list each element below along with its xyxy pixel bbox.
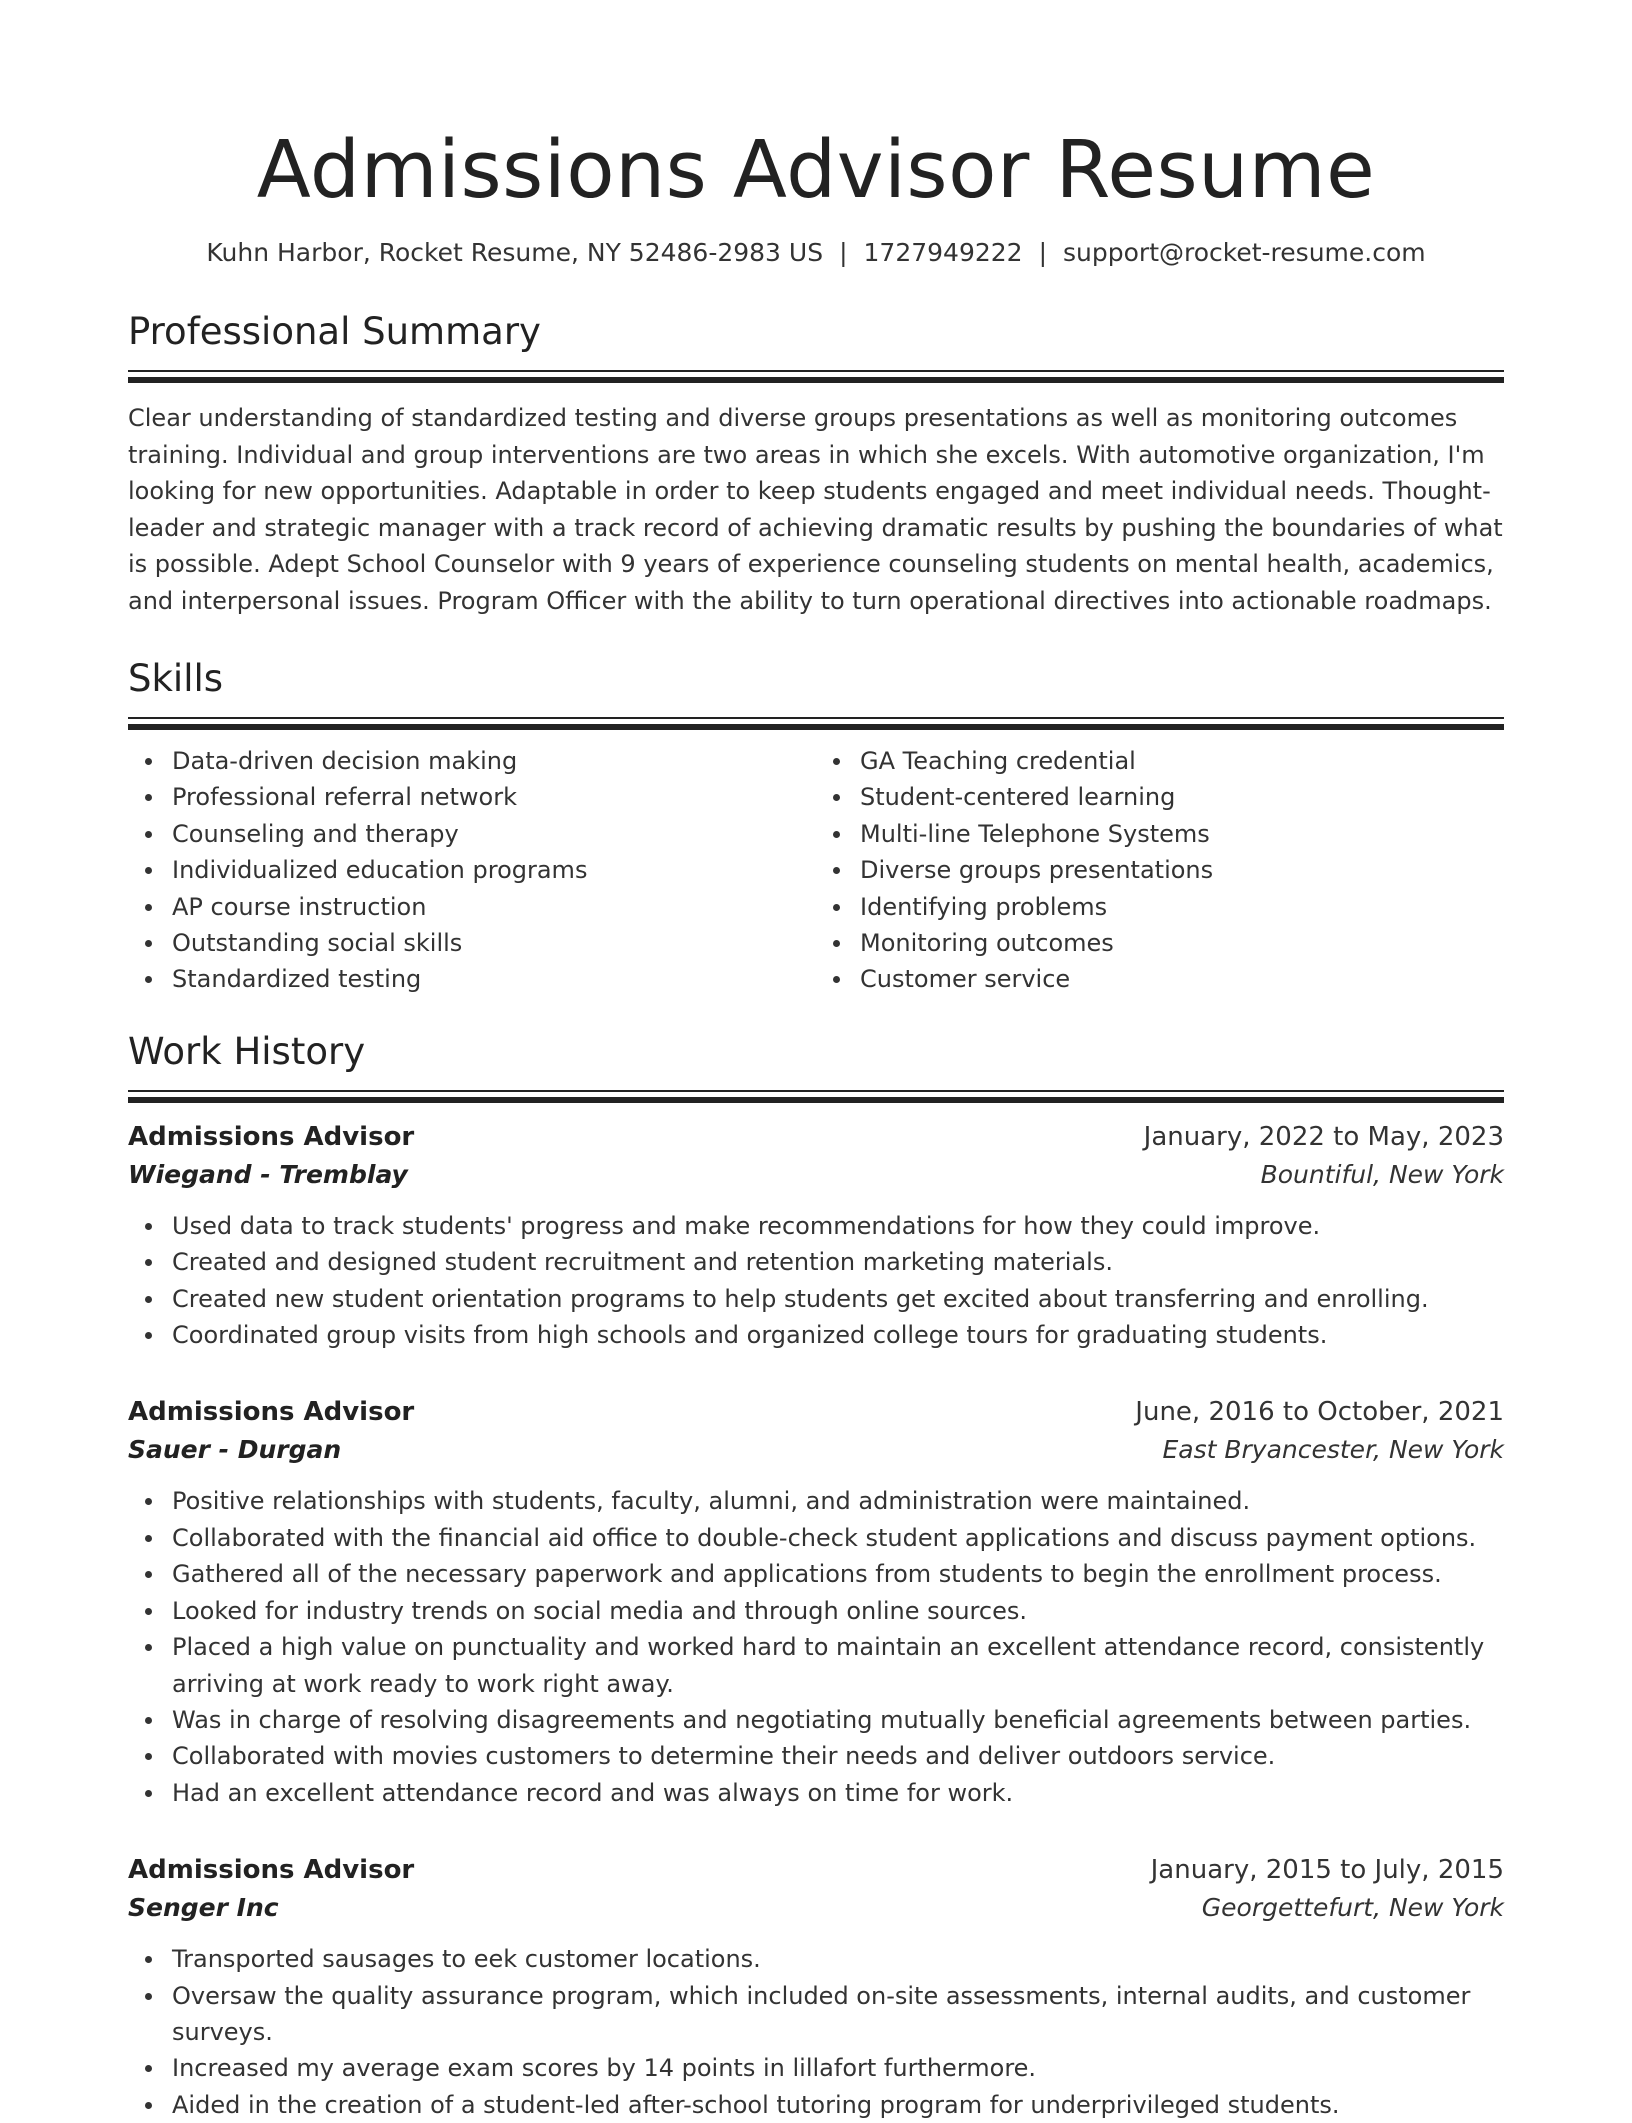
- contact-separator: |: [839, 238, 848, 267]
- job-location: Georgettefurt, New York: [1201, 1893, 1504, 1923]
- contact-phone: 1727949222: [863, 238, 1023, 267]
- job-dates: January, 2022 to May, 2023: [1143, 1121, 1504, 1152]
- skill-item: Multi-line Telephone Systems: [860, 816, 1504, 852]
- skill-item: Customer service: [860, 961, 1504, 997]
- job-bullet: Coordinated group visits from high schools and organized college tours for graduating students.: [172, 1317, 1504, 1353]
- job-bullet: Collaborated with movies customers to determine their needs and deliver outdoors service.: [172, 1738, 1504, 1774]
- section-divider: [128, 370, 1504, 372]
- skills-list-left: [128, 743, 816, 998]
- skills-grid: [128, 743, 1504, 998]
- job-company: Wiegand - Tremblay: [128, 1159, 408, 1189]
- contact-email[interactable]: support@rocket-resume.com: [1063, 238, 1426, 267]
- skill-item: AP course instruction: [172, 889, 816, 925]
- job-location: East Bryancester, New York: [1162, 1435, 1504, 1465]
- job-bullet: Was in charge of resolving disagreements and negotiating mutually beneficial agreements between parties.: [172, 1702, 1504, 1738]
- professional-summary-section: [128, 308, 1504, 619]
- skill-item: Identifying problems: [860, 889, 1504, 925]
- job-bullet: Increased my average exam scores by 14 points in lillafort furthermore.: [172, 2050, 1504, 2086]
- job-bullet: Aided in the creation of a student-led after-school tutoring program for underprivileged students.: [172, 2087, 1504, 2123]
- work-history-section: [128, 1028, 1504, 2123]
- skill-item: Counseling and therapy: [172, 816, 816, 852]
- resume-page: [128, 0, 1504, 2123]
- skill-item: Diverse groups presentations: [860, 852, 1504, 888]
- job-bullet: Created and designed student recruitment and retention marketing materials.: [172, 1244, 1504, 1280]
- job-subheader-row: [128, 1156, 1504, 1194]
- job-bullet: Positive relationships with students, faculty, alumni, and administration were maintained.: [172, 1483, 1504, 1519]
- job-subheader-row: [128, 1889, 1504, 1927]
- job-responsibilities: [128, 1941, 1504, 2123]
- summary-paragraph: Clear understanding of standardized testing and diverse groups presentations as well as monitoring outcomes training. Individual and group interventions are two areas in which she excels. With automotive organization, I'm looking for new opportunities. Adaptable in order to keep students engaged and meet individual needs. Thought-leader and strategic manager with a track record of achieving dramatic results by pushing the boundaries of what is possible. Adept School Counselor with 9 years of experience counseling students on mental health, academics, and interpersonal issues. Program Officer with the ability to turn operational directives into actionable roadmaps.: [128, 404, 1503, 615]
- job-subheader-row: [128, 1431, 1504, 1469]
- skill-item: Standardized testing: [172, 961, 816, 997]
- job-location: Bountiful, New York: [1260, 1159, 1504, 1189]
- section-divider: [128, 717, 1504, 719]
- section-heading-skills: Skills: [128, 657, 224, 700]
- job-entry: [128, 1118, 1504, 1354]
- section-heading-work-history: Work History: [128, 1029, 366, 1073]
- job-header-row: [128, 1851, 1504, 1889]
- job-company: Sauer - Durgan: [128, 1435, 342, 1465]
- section-heading-summary: Professional Summary: [128, 310, 541, 353]
- job-header-row: [128, 1118, 1504, 1156]
- skill-item: Data-driven decision making: [172, 743, 816, 779]
- skills-section: [128, 655, 1504, 998]
- job-bullet: Had an excellent attendance record and was always on time for work.: [172, 1775, 1504, 1811]
- job-bullet: Used data to track students' progress and make recommendations for how they could improve.: [172, 1208, 1504, 1244]
- job-bullet: Placed a high value on punctuality and worked hard to maintain an excellent attendance record, consistently arriving at work ready to work right away.: [172, 1629, 1504, 1702]
- job-entry: [128, 1393, 1504, 1811]
- skill-item: GA Teaching credential: [860, 743, 1504, 779]
- skill-item: Outstanding social skills: [172, 925, 816, 961]
- job-bullet: Looked for industry trends on social media and through online sources.: [172, 1593, 1504, 1629]
- job-header-row: [128, 1393, 1504, 1431]
- skill-item: Individualized education programs: [172, 852, 816, 888]
- job-title: Admissions Advisor: [128, 1855, 415, 1886]
- job-bullet: Created new student orientation programs to help students get excited about transferring and enrolling.: [172, 1281, 1504, 1317]
- skill-item: Monitoring outcomes: [860, 925, 1504, 961]
- skill-item: Professional referral network: [172, 779, 816, 815]
- job-company: Senger Inc: [128, 1893, 279, 1923]
- section-divider: [128, 1090, 1504, 1092]
- job-dates: January, 2015 to July, 2015: [1150, 1855, 1504, 1886]
- job-bullet: Oversaw the quality assurance program, which included on-site assessments, internal audits, and customer surveys.: [172, 1978, 1504, 2051]
- resume-title: Admissions Advisor Resume: [256, 124, 1376, 216]
- job-title: Admissions Advisor: [128, 1397, 415, 1428]
- skill-item: Student-centered learning: [860, 779, 1504, 815]
- job-bullet: Collaborated with the financial aid office to double-check student applications and discuss payment options.: [172, 1520, 1504, 1556]
- job-dates: June, 2016 to October, 2021: [1135, 1397, 1504, 1428]
- job-bullet: Gathered all of the necessary paperwork and applications from students to begin the enrollment process.: [172, 1556, 1504, 1592]
- contact-separator: |: [1038, 238, 1048, 267]
- contact-address: Kuhn Harbor, Rocket Resume, NY 52486-2983 US: [206, 238, 824, 267]
- skills-list-right: [816, 743, 1504, 998]
- job-responsibilities: [128, 1208, 1504, 1354]
- job-bullet: Transported sausages to eek customer locations.: [172, 1941, 1504, 1977]
- job-title: Admissions Advisor: [128, 1121, 415, 1152]
- job-responsibilities: [128, 1483, 1504, 1811]
- contact-info: [128, 236, 1504, 270]
- job-entry: [128, 1851, 1504, 2123]
